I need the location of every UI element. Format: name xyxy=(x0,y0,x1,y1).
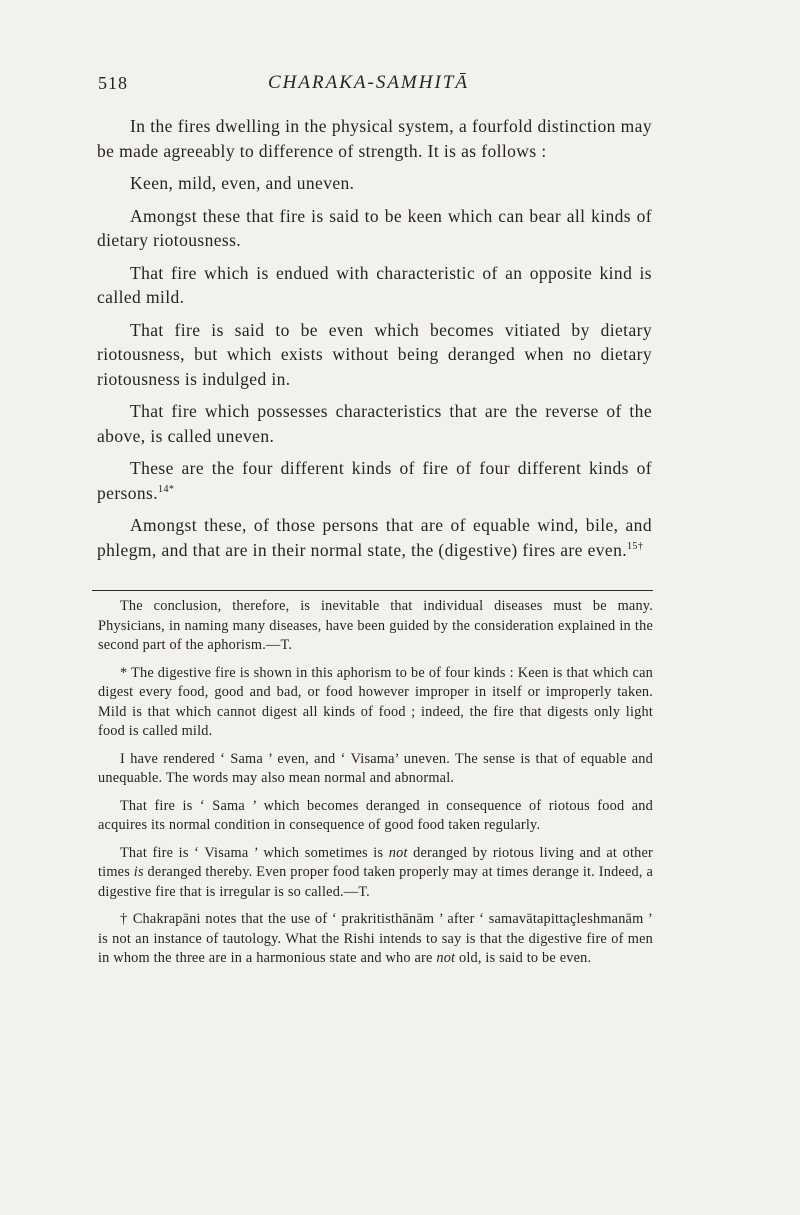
emphasis: is xyxy=(133,864,144,880)
footnote-marker: 15† xyxy=(627,540,644,552)
footnote: The conclusion, therefore, is inevitable that individual diseases must be many. Physicians, in naming many diseases, have been guided by the consideration explained in the second part of the aphorism.—T. xyxy=(98,598,653,653)
footnote-text: deranged by riotous living and at other times xyxy=(98,844,653,880)
paragraph: Keen, mild, even, and uneven. xyxy=(130,173,355,193)
footnote xyxy=(98,844,653,903)
footnotes xyxy=(98,597,653,977)
footnote-text: That fire is ‘ Visama ’ which sometimes is xyxy=(120,844,389,861)
emphasis: not xyxy=(388,844,408,861)
paragraph xyxy=(97,513,652,562)
paragraph xyxy=(97,456,652,505)
emphasis: not xyxy=(436,950,456,966)
paragraph: In the fires dwelling in the physical system, a fourfold distinction may be made agreeably to difference of strength. It is as follows : xyxy=(97,116,652,161)
footnote xyxy=(98,910,653,969)
footnote-text: old, is said to be even. xyxy=(455,950,592,966)
footnote: * The digestive fire is shown in this aphorism to be of four kinds : Keen is that which can digest every food, good and bad, or food however improper in itself or improperly taken. Mild is that which cannot digest all kinds of food ; indeed, the fire that digests only light food is called mild. xyxy=(98,664,653,739)
paragraph: That fire is said to be even which becomes vitiated by dietary riotousness, but which exists without being deranged when no dietary riotousness is indulged in. xyxy=(97,319,652,389)
paragraph: Amongst these that fire is said to be keen which can bear all kinds of dietary riotousness. xyxy=(97,205,652,250)
main-text xyxy=(97,114,652,570)
paragraph: That fire which possesses characteristics that are the reverse of the above, is called uneven. xyxy=(97,401,652,446)
paragraph-text: These are the four different kinds of fire of four different kinds of persons. xyxy=(97,458,652,503)
footnote-text: deranged thereby. Even proper food taken properly may at times derange it. Indeed, a digestive fire that is irregular is so called.—T. xyxy=(98,864,653,900)
paragraph-text: Amongst these, of those persons that are of equable wind, bile, and phlegm, and that are in their normal state, the (digestive) fires are even. xyxy=(97,515,652,560)
footnote-text: † Chakrapāni notes that the use of ‘ prakritisthānām ’ after ‘ samavātapittaçleshmanām ’ is not an instance of tautology. What the Rishi intends to say is that the digestive fire of men in whom the three are in a harmonious state and who are xyxy=(98,911,653,966)
footnote: I have rendered ‘ Sama ’ even, and ‘ Visama’ uneven. The sense is that of equable and unequable. The words may also mean normal and abnormal. xyxy=(98,750,653,786)
footnote-marker: 14* xyxy=(158,483,175,495)
footnote: That fire is ‘ Sama ’ which becomes deranged in consequence of riotous food and acquires its normal condition in consequence of good food taken regularly. xyxy=(98,797,653,833)
page-number: 518 xyxy=(98,73,128,93)
paragraph: That fire which is endued with characteristic of an opposite kind is called mild. xyxy=(97,262,652,307)
footnote-divider xyxy=(92,590,653,591)
running-head: CHARAKA-SAMHITĀ xyxy=(268,72,469,93)
